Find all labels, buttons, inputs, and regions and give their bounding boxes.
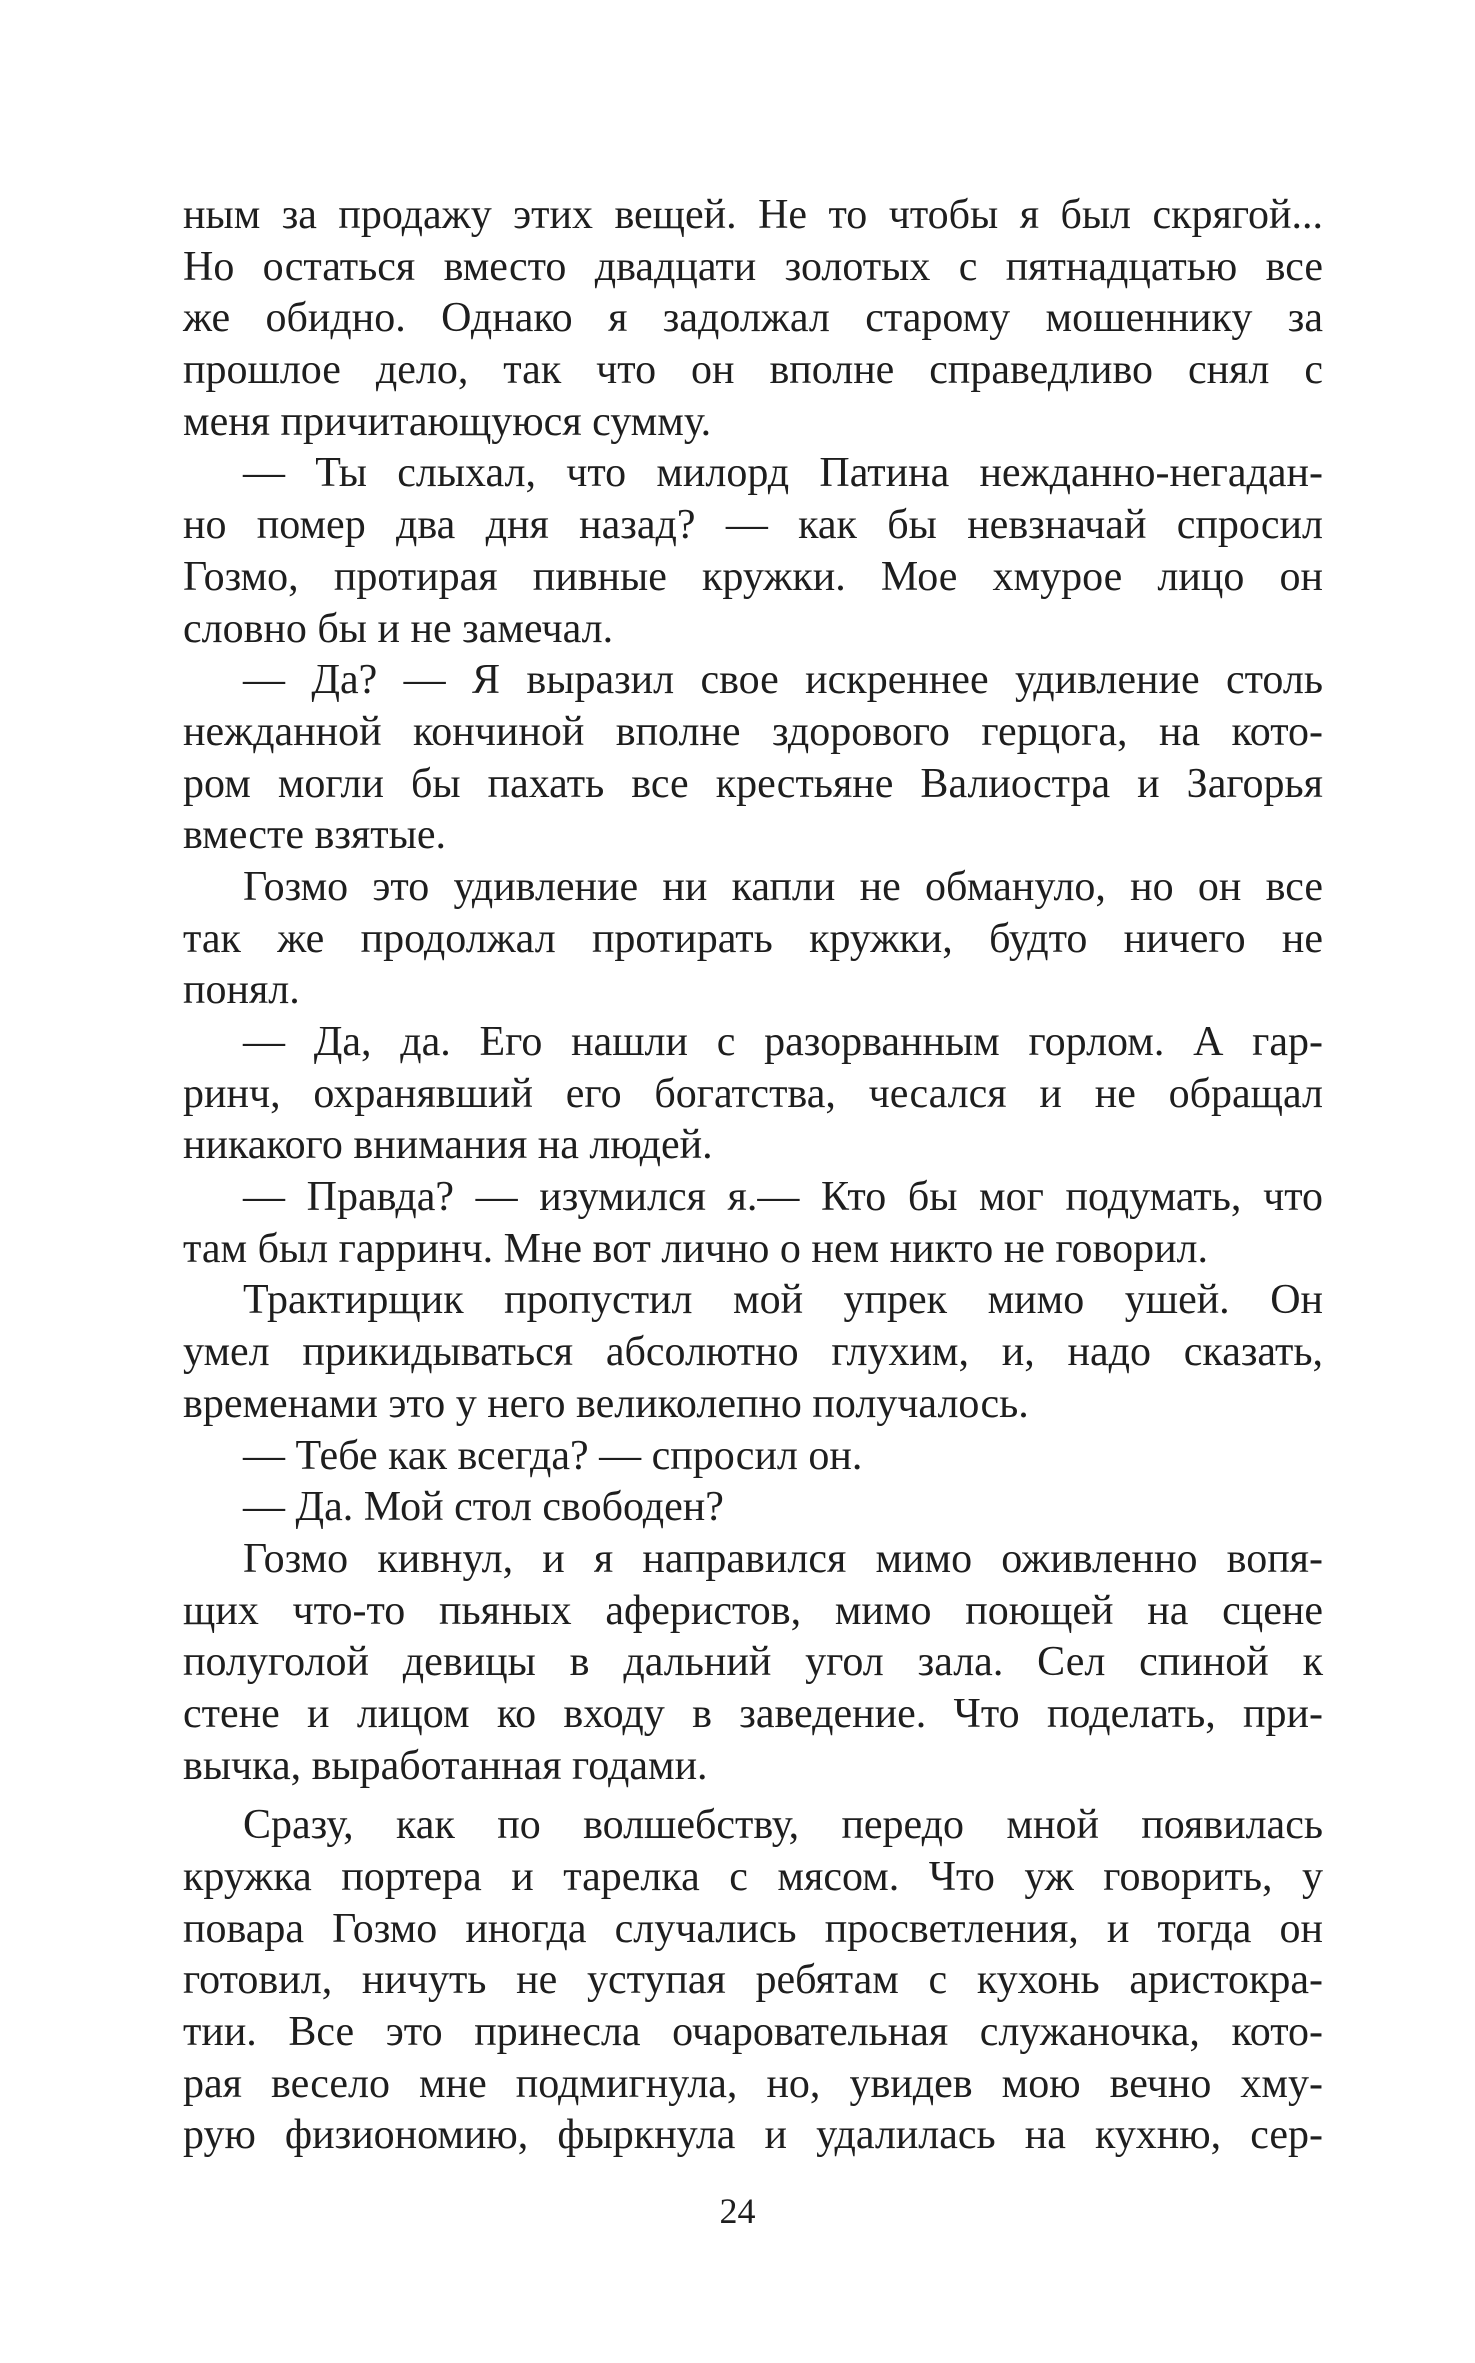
text-line: стене и лицом ко входу в заведение. Что поделать, при- [183,1690,1323,1737]
text-line: — Ты слыхал, что милорд Патина нежданно-негадан- [243,450,1323,497]
text-line: кружка портера и тарелка с мясом. Что уж говорить, у [183,1854,1323,1900]
text-line: полуголой девицы в дальний угол зала. Сел спиной к [183,1639,1323,1686]
text-line: тии. Все это принесла очаровательная служаночка, кото- [183,2009,1323,2056]
text-line: — Да. Мой стол свободен? [243,1484,724,1531]
text-line: Гозмо, протирая пивные кружки. Мое хмурое лицо он [183,553,1323,600]
text-line: — Тебе как всегда? — спросил он. [243,1432,863,1479]
text-line: вычка, выработанная годами. [183,1742,708,1789]
text-line: никакого внимания на людей. [183,1122,713,1169]
text-line: — Да? — Я выразил свое искреннее удивление столь [243,657,1323,704]
text-line: Но остаться вместо двадцати золотых с пятнадцатью все [183,243,1323,290]
text-line: словно бы и не замечал. [183,605,614,652]
text-line: Сразу, как по волшебству, передо мной появилась [243,1802,1323,1849]
text-line: ным за продажу этих вещей. Не то чтобы я был скрягой... [183,192,1323,238]
text-line: прошлое дело, так что он вполне справедливо снял с [183,347,1323,394]
text-line: нежданной кончиной вполне здорового герцога, на кото- [183,708,1323,755]
text-line: рую физиономию, фыркнула и удалилась на кухню, сер- [183,2112,1323,2159]
text-line: готовил, ничуть не уступая ребятам с кухонь аристокра- [183,1957,1323,2004]
text-line: Гозмо это удивление ни капли не обмануло, но он все [243,863,1323,910]
text-line: но помер два дня назад? — как бы невзначай спросил [183,502,1323,549]
text-line: же обидно. Однако я задолжал старому мошеннику за [183,295,1323,342]
text-line: щих что-то пьяных аферистов, мимо поющей на сцене [183,1587,1323,1634]
text-line: там был гарринч. Мне вот лично о нем никто не говорил. [183,1225,1209,1272]
page-number: 24 [719,2191,756,2231]
text-line: так же продолжал протирать кружки, будто ничего не [183,915,1323,962]
text-line: ром могли бы пахать все крестьяне Валиостра и Загорья [183,760,1323,807]
text-line: Гозмо кивнул, и я направился мимо оживленно вопя- [243,1535,1323,1582]
text-line: меня причитающуюся сумму. [183,398,712,445]
text-line: — Да, да. Его нашли с разорванным горлом. А гар- [243,1019,1323,1065]
text-line: умел прикидываться абсолютно глухим, и, надо сказать, [183,1329,1323,1376]
page-text [183,190,1323,2162]
text-line: повара Гозмо иногда случались просветления, и тогда он [183,1905,1323,1952]
text-line: — Правда? — изумился я.— Кто бы мог подумать, что [243,1174,1323,1221]
text-line: рая весело мне подмигнула, но, увидев мою вечно хму- [183,2060,1323,2107]
text-line: вместе взятые. [183,812,446,859]
text-line: Трактирщик пропустил мой упрек мимо ушей. Он [243,1277,1323,1324]
text-line: понял. [183,967,300,1014]
text-line: ринч, охранявший его богатства, чесался и не обращал [183,1070,1323,1117]
text-line: временами это у него великолепно получалось. [183,1380,1029,1427]
